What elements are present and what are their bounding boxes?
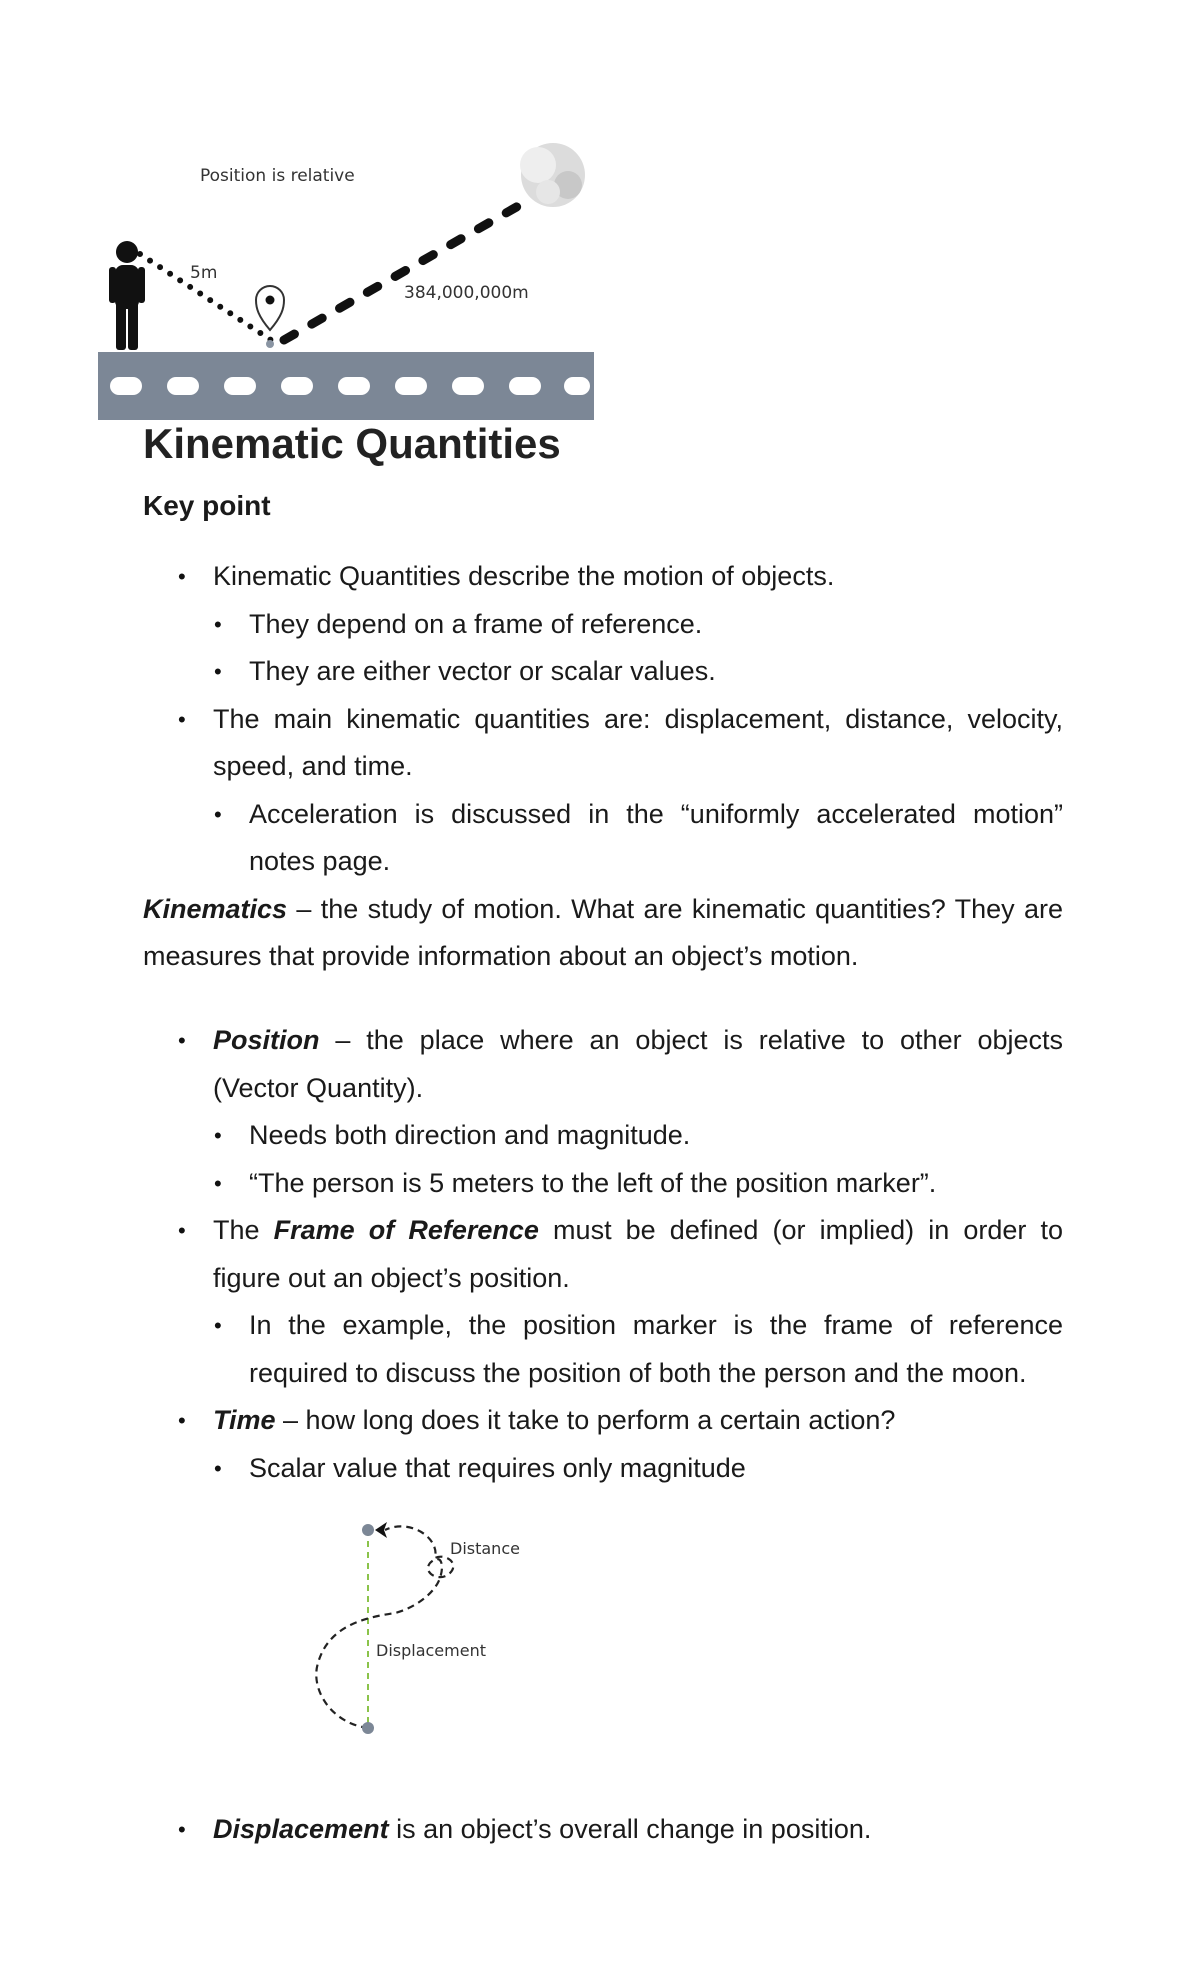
list-item: • Scalar value that requires only magnitude: [143, 1445, 1063, 1493]
start-point: [362, 1524, 374, 1536]
list-item: • Displacement is an object’s overall change in position.: [143, 1806, 1063, 1854]
label-384000000m: 384,000,000m: [404, 283, 529, 303]
distance-displacement-figure: [290, 1508, 550, 1748]
list-item: • Kinematic Quantities describe the motion of objects.: [143, 553, 1063, 601]
label-displacement: Displacement: [376, 1641, 486, 1660]
definitions-section: [143, 1017, 1063, 1492]
distance-path: [316, 1526, 453, 1728]
list-item: • The main kinematic quantities are: displacement, distance, velocity, speed, and time.: [143, 696, 1063, 791]
key-point-section: [143, 553, 1063, 981]
list-item: • The Frame of Reference must be defined (or implied) in order to figure out an object’s position.: [143, 1207, 1063, 1302]
page-title: Kinematic Quantities: [143, 420, 561, 467]
frame-of-reference-term: Frame of Reference: [273, 1215, 539, 1245]
label-5m: 5m: [190, 263, 218, 283]
list-item: • They are either vector or scalar values.: [143, 648, 1063, 696]
road: [98, 352, 594, 420]
position-term: Position: [213, 1025, 320, 1055]
displacement-section: [143, 1806, 1063, 1854]
end-point: [362, 1722, 374, 1734]
list-item: • “The person is 5 meters to the left of the position marker”.: [143, 1160, 1063, 1208]
time-term: Time: [213, 1405, 276, 1435]
list-item: • Time – how long does it take to perform a certain action?: [143, 1397, 1063, 1445]
person-icon: [109, 241, 145, 350]
long-distance-line: [284, 205, 520, 340]
moon-icon: [520, 143, 585, 207]
list-item: • They depend on a frame of reference.: [143, 601, 1063, 649]
label-distance: Distance: [450, 1539, 520, 1558]
list-item: • Acceleration is discussed in the “uniformly accelerated motion” notes page.: [143, 791, 1063, 886]
key-point-heading: Key point: [143, 490, 271, 521]
displacement-term: Displacement: [213, 1814, 389, 1844]
figure-caption: Position is relative: [200, 166, 355, 186]
kinematics-definition: Kinematics – the study of motion. What are kinematic quantities? They are measures that provide information about an object’s motion.: [143, 893, 1063, 971]
position-relative-figure: [98, 130, 594, 422]
list-item: • Needs both direction and magnitude.: [143, 1112, 1063, 1160]
list-item: • Position – the place where an object is relative to other objects (Vector Quantity).: [143, 1017, 1063, 1112]
list-item: • In the example, the position marker is the frame of reference required to discuss the position of both the person and the moon.: [143, 1302, 1063, 1397]
kinematics-term: Kinematics: [143, 893, 288, 924]
